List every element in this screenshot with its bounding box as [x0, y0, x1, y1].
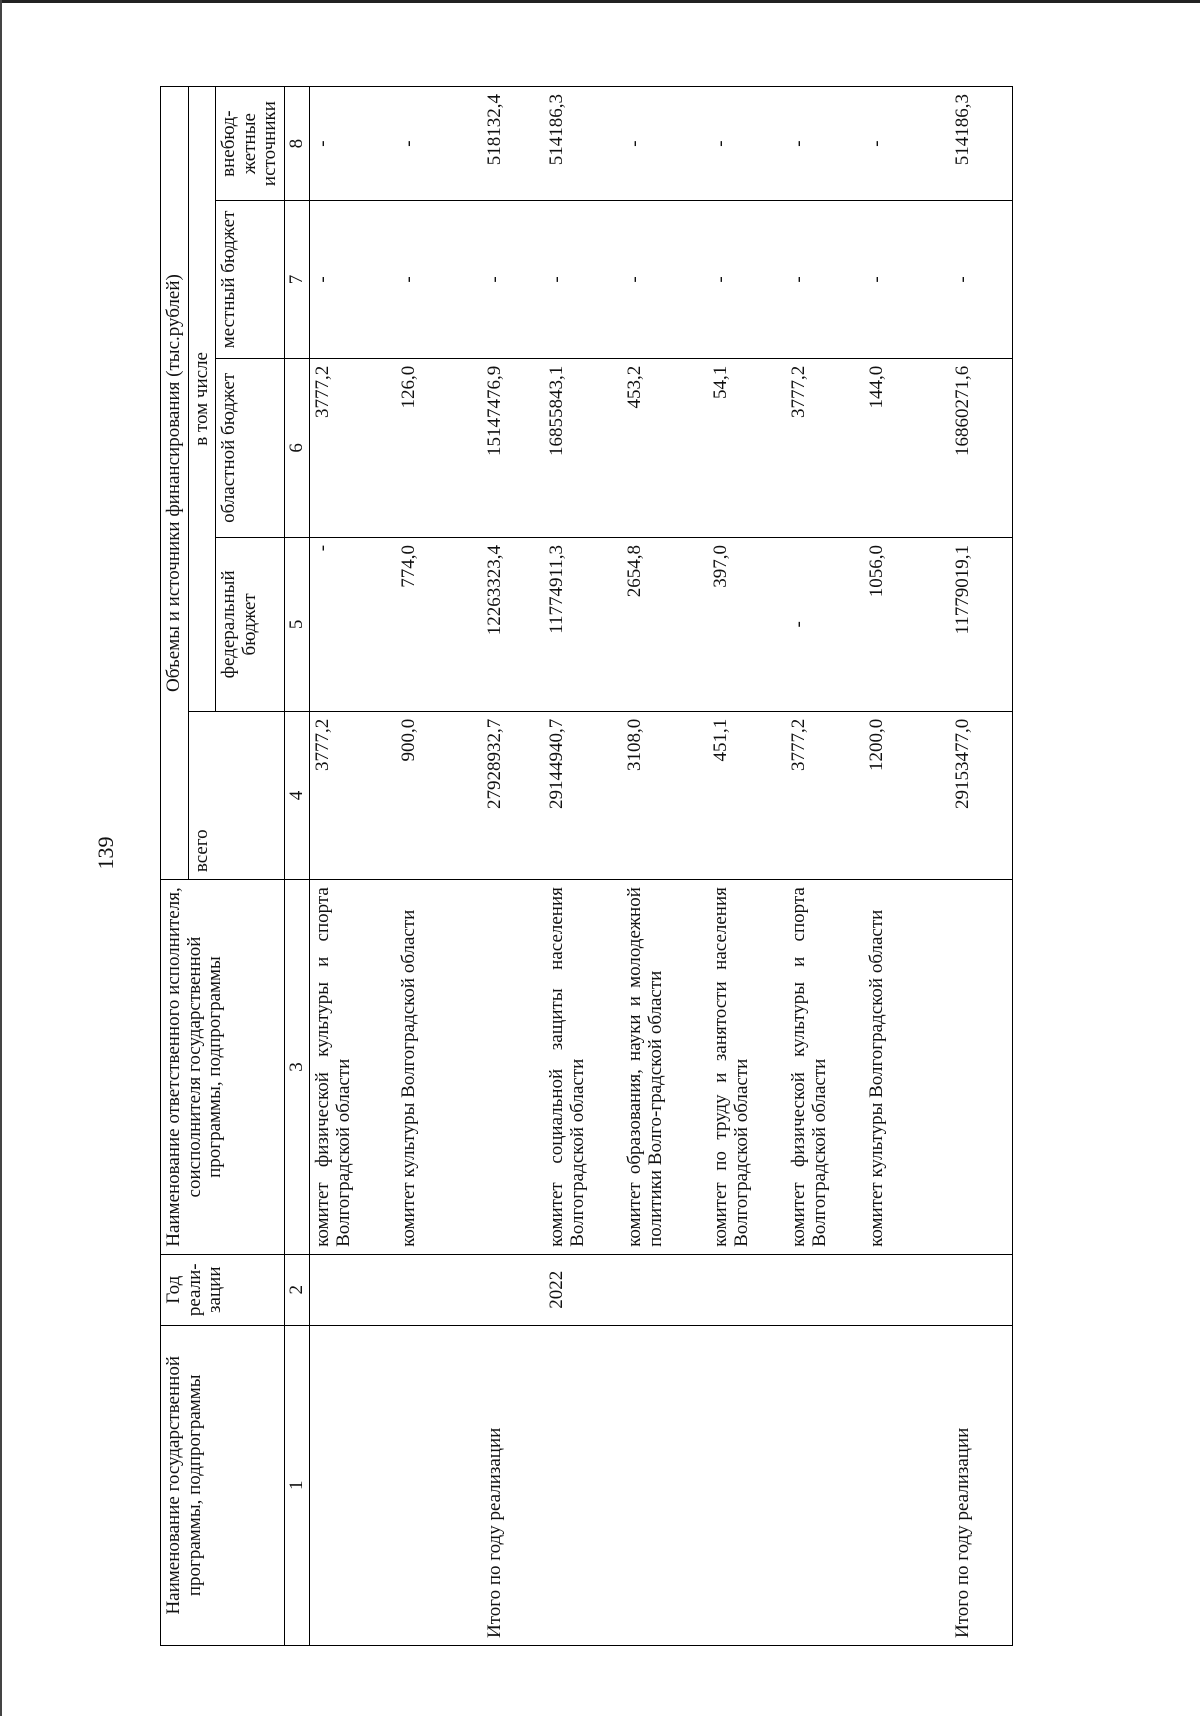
- year-cell: [622, 1254, 708, 1325]
- total-cell: 451,1: [708, 711, 786, 879]
- program-cell: Итого по году реализации: [950, 1325, 1013, 1645]
- federal-cell: 2654,8: [622, 537, 708, 711]
- table-row: [864, 87, 950, 1646]
- federal-cell: 397,0: [708, 537, 786, 711]
- local-cell: -: [396, 201, 482, 359]
- federal-cell: 11779019,1: [950, 537, 1013, 711]
- program-cell: [708, 1325, 786, 1645]
- offbudget-cell: -: [310, 87, 397, 201]
- table-row: [396, 87, 482, 1646]
- regional-cell: 16855843,1: [544, 358, 622, 537]
- table-row: [622, 87, 708, 1646]
- table-row: [708, 87, 786, 1646]
- local-cell: -: [786, 201, 864, 359]
- column-number: 7: [284, 201, 310, 359]
- year-cell: [864, 1254, 950, 1325]
- program-cell: [544, 1325, 622, 1645]
- header-regional: областной бюджет: [216, 358, 285, 537]
- program-cell: [786, 1325, 864, 1645]
- program-cell: [864, 1325, 950, 1645]
- regional-cell: 453,2: [622, 358, 708, 537]
- table-row: [310, 87, 397, 1646]
- local-cell: -: [622, 201, 708, 359]
- offbudget-cell: 514186,3: [544, 87, 622, 201]
- column-number: 4: [284, 711, 310, 879]
- total-cell: 29153477,0: [950, 711, 1013, 879]
- regional-cell: 16860271,6: [950, 358, 1013, 537]
- local-cell: -: [544, 201, 622, 359]
- offbudget-cell: 514186,3: [950, 87, 1013, 201]
- executor-cell: комитет образования, науки и молодежной политики Волго-градской области: [622, 880, 708, 1255]
- total-cell: 3777,2: [786, 711, 864, 879]
- federal-cell: 12263323,4: [482, 537, 544, 711]
- executor-cell: комитет культуры Волгоградской области: [864, 880, 950, 1255]
- program-cell: Итого по году реализации: [482, 1325, 544, 1645]
- total-cell: 900,0: [396, 711, 482, 879]
- program-cell: [310, 1325, 397, 1645]
- regional-cell: 144,0: [864, 358, 950, 537]
- offbudget-cell: -: [622, 87, 708, 201]
- header-offbudget: внебюд-жетные источники: [216, 87, 285, 201]
- year-cell: 2022: [544, 1254, 622, 1325]
- header-total: всего: [188, 711, 284, 879]
- header-federal: федеральный бюджет: [216, 537, 285, 711]
- total-cell: 3108,0: [622, 711, 708, 879]
- program-cell: [622, 1325, 708, 1645]
- year-cell: [482, 1254, 544, 1325]
- local-cell: -: [310, 201, 397, 359]
- year-cell: [708, 1254, 786, 1325]
- header-executor: Наименование ответственного исполнителя, соисполнителя государственной программы, подпрограммы: [161, 880, 285, 1255]
- column-number: 6: [284, 358, 310, 537]
- executor-cell: комитет физической культуры и спорта Волгоградской области: [310, 880, 397, 1255]
- total-cell: 27928932,7: [482, 711, 544, 879]
- header-including: в том числе: [188, 87, 216, 712]
- column-number-row: [284, 87, 310, 1646]
- column-number: 3: [284, 880, 310, 1255]
- executor-cell: [482, 880, 544, 1255]
- offbudget-cell: -: [864, 87, 950, 201]
- regional-cell: 3777,2: [310, 358, 397, 537]
- table-row: [544, 87, 622, 1646]
- year-cell: [310, 1254, 397, 1325]
- offbudget-cell: -: [708, 87, 786, 201]
- executor-cell: комитет культуры Волгоградской области: [396, 880, 482, 1255]
- column-number: 8: [284, 87, 310, 201]
- year-cell: [396, 1254, 482, 1325]
- rotated-table-container: [160, 86, 1030, 1646]
- local-cell: -: [950, 201, 1013, 359]
- column-number: 2: [284, 1254, 310, 1325]
- scan-edge-left: [0, 0, 2, 1716]
- total-cell: 29144940,7: [544, 711, 622, 879]
- financing-table: [160, 86, 1013, 1646]
- federal-cell: 11774911,3: [544, 537, 622, 711]
- total-cell: 1200,0: [864, 711, 950, 879]
- federal-cell: 1056,0: [864, 537, 950, 711]
- scan-edge-top: [0, 0, 1200, 3]
- executor-cell: комитет по труду и занятости населения Волгоградской области: [708, 880, 786, 1255]
- year-cell: [786, 1254, 864, 1325]
- regional-cell: 126,0: [396, 358, 482, 537]
- header-program: Наименование государственной программы, подпрограммы: [161, 1325, 285, 1645]
- executor-cell: [950, 880, 1013, 1255]
- offbudget-cell: -: [396, 87, 482, 201]
- regional-cell: 15147476,9: [482, 358, 544, 537]
- local-cell: -: [482, 201, 544, 359]
- federal-cell: -: [786, 537, 864, 711]
- column-number: 5: [284, 537, 310, 711]
- column-number: 1: [284, 1325, 310, 1645]
- local-cell: -: [708, 201, 786, 359]
- executor-cell: комитет социальной защиты населения Волгоградской области: [544, 880, 622, 1255]
- header-year: Год реали-зации: [161, 1254, 285, 1325]
- header-funding: Объемы и источники финансирования (тыс.рублей): [161, 87, 189, 880]
- regional-cell: 3777,2: [786, 358, 864, 537]
- local-cell: -: [864, 201, 950, 359]
- executor-cell: комитет физической культуры и спорта Волгоградской области: [786, 880, 864, 1255]
- header-local: местный бюджет: [216, 201, 285, 359]
- table-row-total: [950, 87, 1013, 1646]
- total-cell: 3777,2: [310, 711, 397, 879]
- offbudget-cell: -: [786, 87, 864, 201]
- offbudget-cell: 518132,4: [482, 87, 544, 201]
- year-cell: [950, 1254, 1013, 1325]
- table-row: [786, 87, 864, 1646]
- page-number: 139: [93, 836, 118, 870]
- federal-cell: 774,0: [396, 537, 482, 711]
- table-row-total: [482, 87, 544, 1646]
- program-cell: [396, 1325, 482, 1645]
- federal-cell: -: [310, 537, 397, 711]
- regional-cell: 54,1: [708, 358, 786, 537]
